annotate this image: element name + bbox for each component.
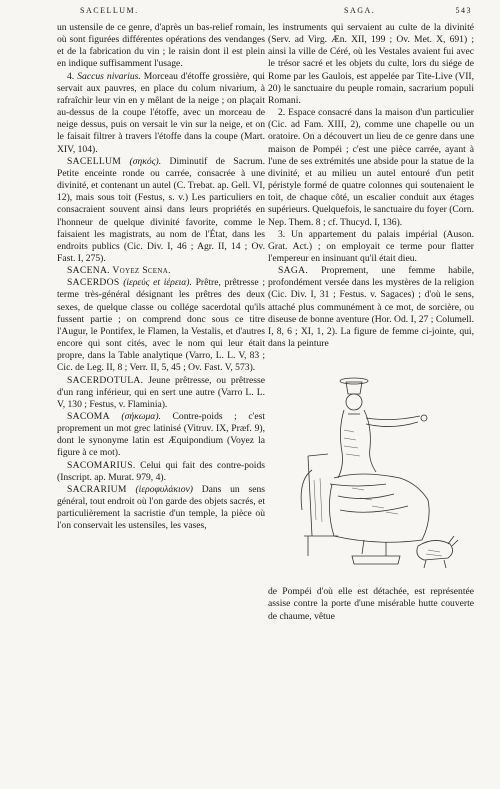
greek-equivalent: (σήκωμα). [121,411,161,422]
entry-text: Contre-poids ; c'est proprement un mot grec latinisé (Vitruv. IX, Præf. 9), dont le synonyme latin est Æquipondium (Voyez la figure à ce mot). [57,411,266,459]
headword: SACERDOS [67,277,120,289]
entry-sacellum [57,156,265,265]
greek-equivalent: (σηκός). [129,155,162,167]
sense-number: 2. [278,107,286,119]
entry-sacena [57,265,265,277]
continued-paragraph: de Pompéi d'où elle est détachée, est représentée assise contre la porte d'une misérable hutte couverte de chaume, vêtue [268,586,474,622]
entry-sacerdos [57,277,265,374]
greek-equivalent: (ἱεροφυλάκιον) [135,483,193,495]
entry-sacerdotula [57,375,265,411]
sense-number: 4. [67,70,75,82]
right-column [268,22,474,623]
entry-saga [268,265,474,350]
entry-sacomarius [57,460,265,484]
entry-text: Dans un sens général, tout endroit où l'on garde des objets sacrés, et particulièrement la sacristie d'un temple, la pièce où l'on conservait les ustensiles, les vases, [57,483,265,532]
entry-text: Morceau d'étoffe grossière, qui servait aux pauvres, en place du colum nivarium, à rafraîchir leur vin en y mêlant de la neige ; on plaçait au-dessus de la coupe l'étoffe, avec un morceau de neige dessus, puis on versait le vin sur la neige, et on le faisait filtrer à travers l'étoffe dans la coupe (Mart. XIV, 104). [57,70,265,155]
headword: SACERDOTULA. [67,374,144,386]
entry-sacrarium-sense-2 [268,107,474,229]
headword: SACRARIUM [67,483,127,495]
left-column [57,22,265,533]
term-italic: Saccus nivarius. [77,70,141,82]
headword: SACOMA [67,411,110,422]
entry-sacoma [57,411,265,460]
continued-paragraph: les instruments qui servaient au culte de la divinité (Serv. ad Virg. Æn. XII, 199 ; Ov. Met. X, 691) ; ainsi la ville de Céré, où les Vestales avaient fui avec le trésor sacré et les objets du culte, lors du siége de Rome par les Gaulois, est appelée par Tite-Live (VII, 20) le sanctuaire du peuple romain, sacrarium populi Romani. [268,22,474,106]
entry-text: Un appartement du palais impérial (Auson. Grat. Act.) ; on employait ce terme pour flatter l'empereur en insinuant qu'il était dieu. [268,228,474,264]
entry-sacrarium [57,484,265,533]
entry-text: Proprement, une femme habile, profondément versée dans les mystères de la religion (Cic. Div. I, 31 ; Festus. v. Sagaces) ; d'où le sens, attaché plus communément à ce mot, de sorcière, ou diseuse de bonne aventure (Hor. Od. I, 27 ; Columell. I, 8, 6 ; XI, 1, 2). La figure de femme ci-jointe, qui, dans la peinture [268,265,474,350]
running-head [26,6,474,20]
header-right: SAGA. [344,6,376,15]
continued-paragraph: un ustensile de ce genre, d'après un bas-relief romain, où sont figurées différentes opérations des vendanges et de la fabrication du vin ; le raisin dont il est plein en indique suffisamment l'usage. [57,22,265,70]
seated-woman-engraving [268,360,474,580]
entry-text: Prêtre, prêtresse ; terme très-général désignant les prêtres des deux sexes, de quelque classe ou collége sacerdotal qu'ils fussent partie ; on comprend donc sous ce titre l'Augur, le Pontifex, le Flamen, la Vestalis, et d'autres encore qui sont cités, avec le nom qui leur était propre, dans la Table analytique (Varro, L. L. V, 83 ; Cic. de Leg. II, 8 ; Verr. II, 5, 45 ; Ov. Fast. V, 573). [57,277,265,374]
entry-text: Jeune prêtresse, ou prêtresse d'un rang inférieur, qui en sert une autre (Varro L. L. V, 130 ; Festus, v. Flaminia). [57,374,265,410]
entry-text: Espace consacré dans la maison d'un particulier (Cic. ad Fam. XIII, 2), comme une chapelle ou un oratoire. On a découvert un lieu de ce genre dans une maison de Pompéi ; c'est une pièce carrée, ayant à l'une de ses extrémités une abside pour la statue de la divinité, et au milieu un autel entouré d'un petit péristyle formé de quatre colonnes qui soutenaient le toit, de chaque côté, un escalier conduit aux étages supérieurs. Quelquefois, le sanctuaire du foyer (Corn. Nep. Them. 8 ; cf. Thucyd. I, 136). [268,107,474,228]
entry-saccus-nivarius [57,71,265,156]
entry-sacrarium-sense-3 [268,229,474,265]
header-left: SACELLUM. [80,6,139,15]
saga-illustration [268,360,474,580]
headword: SACENA. Voyez Scena. [67,265,171,277]
headword: SAGA. [278,265,309,277]
greek-equivalent: (ἱερεύς et ἱέρεια). [123,277,192,289]
headword: SACELLUM [67,155,122,167]
sense-number: 3. [278,228,286,240]
headword: SACOMARIUS. [67,459,136,471]
entry-text: Diminutif de Sacrum. Petite enceinte ronde ou carrée, consacrée à une divinité, et contenant un autel (C. Trebat. ap. Gell. VI, 12), mais sous toit (Festus, s. v.) Les particuliers en consacraient souvent ainsi dans leurs propriétés en l'honneur de quelque divinité favorite, comme le faisaient les magistrats, au nom de l'État, dans les endroits publics (Cic. Div. I, 46 ; Agr. II, 14 ; Ov. Fast. I, 275). [57,155,265,264]
entry-text: Celui qui fait des contre-poids (Inscript. ap. Murat. 979, 4). [57,459,265,483]
page-number: 543 [455,6,472,15]
